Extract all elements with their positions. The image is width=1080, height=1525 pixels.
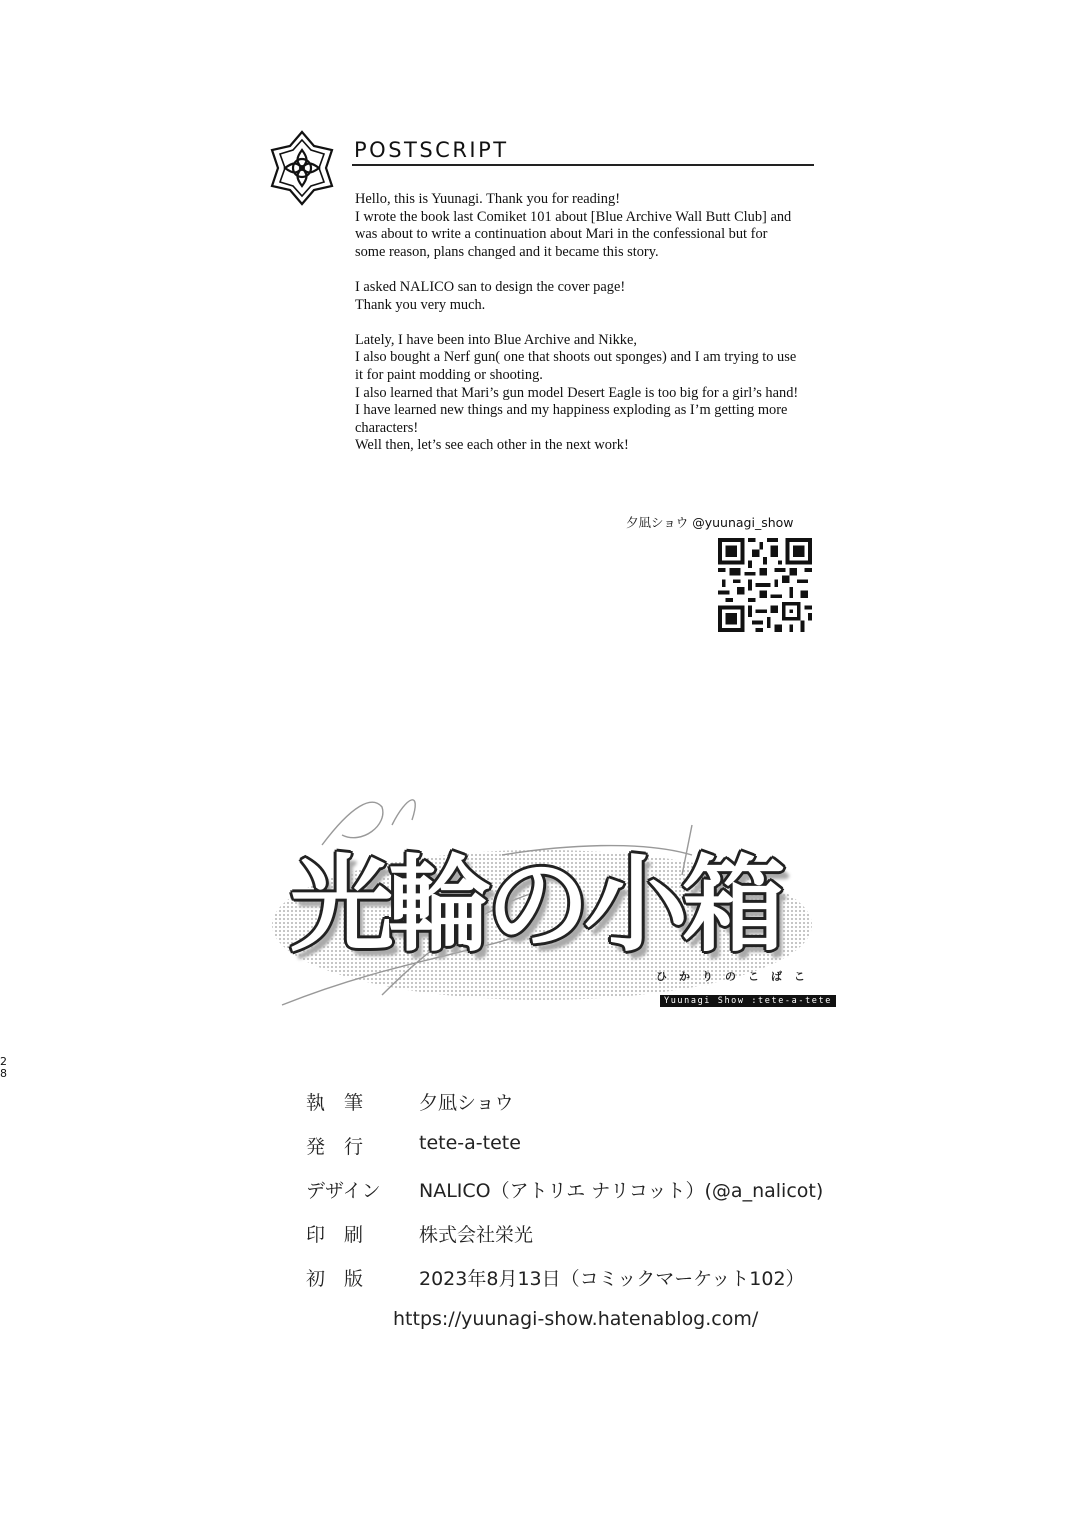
colophon-value: NALICO（アトリエ ナリコット）(@a_nalicot) [419,1180,824,1202]
author-handle: 夕凪ショウ @yuunagi_show [626,515,794,530]
colophon-value: 夕凪ショウ [419,1092,514,1114]
colophon-value: 2023年8月13日（コミックマーケット102） [419,1268,805,1290]
text-line: I have learned new things and my happiness exploding as I’m getting more [355,402,788,419]
text-line: some reason, plans changed and it became this story. [355,243,659,260]
paragraph [355,332,895,455]
blog-url-link[interactable]: https://yuunagi-show.hatenablog.com/ [393,1308,759,1330]
paragraph [355,191,895,261]
colophon-label: 初 版 [306,1268,364,1290]
text-line: characters! [355,419,419,436]
paragraph [355,279,895,314]
book-title: 光輪の小箱 [290,843,781,966]
colophon-value: tete-a-tete [419,1132,521,1154]
page-number-digit: 8 [0,1067,7,1080]
text-line: Lately, I have been into Blue Archive and Nikke, [355,331,637,348]
text-line: Thank you very much. [355,296,486,313]
text-line: I wrote the book last Comiket 101 about [Blue Archive Wall Butt Club] and [355,208,792,225]
text-line: I also bought a Nerf gun( one that shoots out sponges) and I am trying to use [355,349,797,366]
text-line: I asked NALICO san to design the cover page! [355,278,626,295]
colophon-label: 執 筆 [306,1092,364,1114]
colophon-label: 印 刷 [306,1224,364,1246]
page-number [0,1056,10,1080]
text-line: Well then, let’s see each other in the next work! [355,437,629,454]
text-line: it for paint modding or shooting. [355,366,543,383]
text-line: was about to write a continuation about Mari in the confessional but for [355,226,768,243]
author-circle-tag: Yuunagi Show :tete-a-tete [660,995,836,1007]
postscript-body [355,191,895,473]
text-line: Hello, this is Yuunagi. Thank you for reading! [355,191,620,207]
colophon-label: デザイン [306,1180,381,1202]
title-divider [352,164,814,166]
text-line: I also learned that Mari’s gun model Desert Eagle is too big for a girl’s hand! [355,384,799,401]
page-number-digit: 2 [0,1055,7,1068]
floral-emblem-icon [266,128,338,208]
qr-code-icon[interactable] [718,538,812,632]
book-title-ruby: ひかりのこばこ [656,970,817,983]
postscript-title: POSTSCRIPT [354,138,509,162]
colophon-label: 発 行 [306,1136,364,1158]
colophon-value: 株式会社栄光 [419,1224,534,1246]
title-logo [262,785,832,1025]
